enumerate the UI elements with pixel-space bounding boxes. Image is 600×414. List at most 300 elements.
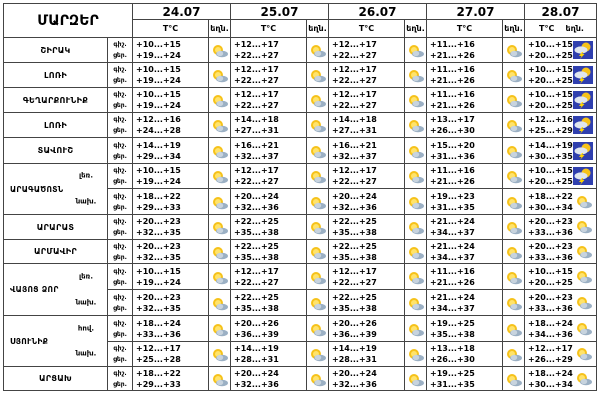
date-header: 24.07 <box>133 4 231 20</box>
sun-cloud-icon <box>309 145 327 159</box>
weather-cell <box>307 240 329 264</box>
weather-cell <box>307 189 329 215</box>
day-temperature: +35...+38 <box>234 252 279 262</box>
sun-cloud-icon <box>211 145 229 159</box>
sub-zone-label: նախ. <box>75 298 97 306</box>
weather-cell <box>503 164 525 189</box>
table-row <box>4 113 597 138</box>
day-temperature: +32...+35 <box>136 303 181 313</box>
weather-cell <box>307 88 329 113</box>
table-row <box>4 316 597 342</box>
temperature-cell <box>329 264 405 290</box>
weather-cell <box>405 240 427 264</box>
night-temperature: +10...+15 <box>136 166 181 175</box>
day-temperature: +31...+36 <box>430 151 475 161</box>
day-temperature: +25...+28 <box>136 355 181 364</box>
temperature-cell <box>329 316 405 342</box>
day-label: ցեր. <box>113 253 127 261</box>
night-temperature: +10...+15 <box>528 65 573 74</box>
night-label: գիշ. <box>113 267 127 275</box>
temperature-cell <box>525 264 597 290</box>
weather-cell <box>405 113 427 138</box>
temperature-cell <box>133 189 209 215</box>
temperature-cell <box>525 240 597 264</box>
temperature-cell <box>427 240 503 264</box>
weather-cell <box>209 63 231 88</box>
temperature-cell <box>329 138 405 164</box>
sun-cloud-icon <box>407 271 425 285</box>
weather-header: եղն. <box>209 20 231 38</box>
region-name: ՎԱՅՈՑ ՁՈՐ <box>4 264 108 316</box>
temperature-cell <box>329 240 405 264</box>
day-temperature: +30...+34 <box>528 379 573 389</box>
day-temperature: +28...+31 <box>234 355 279 364</box>
sun-cloud-icon <box>407 246 425 260</box>
table-row <box>4 367 597 391</box>
temperature-cell <box>231 38 307 63</box>
weather-cell <box>503 88 525 113</box>
day-temperature: +26...+30 <box>430 126 475 135</box>
temperature-cell <box>427 215 503 240</box>
temperature-cell <box>427 88 503 113</box>
weather-cell <box>307 138 329 164</box>
day-temperature: +33...+36 <box>528 252 573 262</box>
night-temperature: +12...+17 <box>332 65 377 74</box>
thunderstorm-icon <box>573 167 593 185</box>
weather-cell <box>209 88 231 113</box>
day-temperature: +21...+26 <box>430 76 475 85</box>
night-temperature: +14...+18 <box>234 115 279 124</box>
night-temperature: +21...+24 <box>430 241 475 251</box>
sun-cloud-icon <box>211 348 229 362</box>
sun-cloud-icon <box>407 323 425 337</box>
weather-header-label: եղն. <box>565 24 584 33</box>
temperature-cell <box>329 88 405 113</box>
night-label: գիշ. <box>113 242 127 250</box>
date-header: 28.07 <box>525 4 597 20</box>
night-temperature: +22...+25 <box>332 241 377 251</box>
night-label: գիշ. <box>113 116 127 123</box>
temperature-cell <box>133 138 209 164</box>
weather-cell <box>209 113 231 138</box>
weather-cell <box>307 367 329 391</box>
temperature-cell <box>231 138 307 164</box>
temperature-header-label: T°C <box>539 24 555 33</box>
day-temperature: +21...+26 <box>430 51 475 60</box>
temperature-header: T°C <box>133 20 209 38</box>
region-name: ԼՈՌԻ <box>4 63 108 88</box>
day-temperature: +26...+29 <box>528 355 573 364</box>
day-temperature: +36...+39 <box>332 329 377 339</box>
temperature-cell <box>427 63 503 88</box>
sun-cloud-icon <box>211 94 229 108</box>
sun-cloud-icon <box>505 221 523 235</box>
sun-cloud-icon <box>211 323 229 337</box>
weather-header: եղն. <box>405 20 427 38</box>
sun-cloud-icon <box>505 196 523 210</box>
night-temperature: +12...+17 <box>234 266 279 276</box>
period-labels <box>108 88 133 113</box>
temperature-cell <box>133 113 209 138</box>
regions-header: ՄԱՐԶԵՐ <box>4 4 133 38</box>
weather-cell <box>209 215 231 240</box>
region-name: ԱՐԱՐԱՏ <box>4 215 108 240</box>
weather-cell <box>209 38 231 63</box>
night-label: գիշ. <box>113 167 127 174</box>
night-temperature: +12...+17 <box>234 40 279 49</box>
period-labels <box>75 290 133 316</box>
temperature-cell <box>231 290 307 316</box>
sun-cloud-icon <box>309 271 327 285</box>
temperature-cell <box>329 189 405 215</box>
weather-cell <box>209 342 231 367</box>
weather-cell <box>503 290 525 316</box>
night-label: գիշ. <box>113 345 127 352</box>
weather-cell <box>503 264 525 290</box>
sun-cloud-icon <box>211 246 229 260</box>
day-temperature: +20...+25 <box>528 277 573 287</box>
day-temperature: +20...+25 <box>528 76 573 85</box>
night-temperature: +12...+17 <box>528 344 573 353</box>
day-label: ցեր. <box>113 178 127 185</box>
temperature-cell <box>427 264 503 290</box>
day-temperature: +34...+36 <box>528 329 573 339</box>
temperature-cell <box>133 63 209 88</box>
sun-cloud-icon <box>211 297 229 311</box>
night-label: գիշ. <box>113 293 127 301</box>
sun-cloud-icon <box>505 323 523 337</box>
sun-cloud-icon <box>309 348 327 362</box>
day-label: ցեր. <box>113 304 127 312</box>
temperature-cell <box>525 342 597 367</box>
temperature-cell <box>525 316 597 342</box>
temperature-cell <box>427 38 503 63</box>
weather-cell <box>503 189 525 215</box>
weather-cell <box>209 367 231 391</box>
sun-cloud-icon <box>407 145 425 159</box>
night-temperature: +22...+25 <box>332 292 377 302</box>
night-label: գիշ. <box>113 319 127 327</box>
night-temperature: +22...+25 <box>234 292 279 302</box>
weather-cell <box>503 113 525 138</box>
weather-cell <box>405 63 427 88</box>
night-temperature: +20...+23 <box>136 241 181 251</box>
night-temperature: +16...+21 <box>234 140 279 150</box>
night-temperature: +19...+23 <box>430 191 475 201</box>
night-temperature: +11...+16 <box>430 65 475 74</box>
sub-zone-label: նախ. <box>75 197 97 205</box>
sun-cloud-icon <box>309 94 327 108</box>
table-row <box>4 138 597 164</box>
night-temperature: +20...+23 <box>528 217 573 226</box>
day-temperature: +34...+37 <box>430 252 475 262</box>
day-temperature: +28...+31 <box>332 355 377 364</box>
sun-cloud-icon <box>407 44 425 58</box>
sun-cloud-icon <box>575 372 593 386</box>
weather-header: եղն. <box>503 20 525 38</box>
temperature-cell <box>231 264 307 290</box>
weather-cell <box>307 63 329 88</box>
day-label: ցեր. <box>113 229 127 236</box>
sun-cloud-icon <box>407 297 425 311</box>
sun-cloud-icon <box>575 322 593 336</box>
night-temperature: +20...+26 <box>234 318 279 328</box>
sun-cloud-icon <box>505 373 523 387</box>
night-temperature: +14...+19 <box>332 344 377 353</box>
day-temperature: +30...+35 <box>528 151 573 161</box>
night-temperature: +12...+17 <box>234 166 279 175</box>
day-temperature: +21...+26 <box>430 277 475 287</box>
day-temperature: +33...+36 <box>136 329 181 339</box>
night-temperature: +14...+19 <box>136 140 181 150</box>
period-labels <box>108 113 133 138</box>
sun-cloud-icon <box>309 119 327 133</box>
temperature-cell <box>231 240 307 264</box>
sun-cloud-icon <box>309 297 327 311</box>
temperature-cell <box>231 215 307 240</box>
day-temperature: +32...+36 <box>332 202 377 212</box>
thunderstorm-icon <box>573 142 593 160</box>
weather-cell <box>503 342 525 367</box>
day-temperature: +22...+27 <box>234 101 279 110</box>
day-temperature: +35...+38 <box>234 303 279 313</box>
weather-cell <box>209 164 231 189</box>
night-temperature: +11...+16 <box>430 40 475 49</box>
table-row <box>4 264 597 290</box>
sun-cloud-icon <box>211 119 229 133</box>
night-temperature: +12...+16 <box>136 115 181 124</box>
weather-cell <box>405 215 427 240</box>
temperature-cell <box>329 367 405 391</box>
night-temperature: +18...+24 <box>528 368 573 378</box>
forecast-table <box>3 3 597 391</box>
weather-cell <box>209 138 231 164</box>
temperature-cell <box>525 189 597 215</box>
region-name: ՍՅՈՒՆԻՔ <box>4 316 108 367</box>
period-labels <box>75 342 133 367</box>
table-header <box>4 4 597 38</box>
night-label: գիշ. <box>113 141 127 149</box>
day-temperature: +22...+27 <box>234 177 279 186</box>
temperature-cell <box>133 367 209 391</box>
day-temperature: +32...+36 <box>332 379 377 389</box>
temperature-cell <box>231 63 307 88</box>
night-temperature: +20...+24 <box>332 368 377 378</box>
day-temperature: +19...+24 <box>136 177 181 186</box>
temperature-cell <box>427 113 503 138</box>
thunderstorm-icon <box>573 41 593 59</box>
day-temperature: +19...+24 <box>136 76 181 85</box>
weather-cell <box>503 367 525 391</box>
period-labels <box>108 367 133 391</box>
weather-cell <box>503 240 525 264</box>
day-temperature: +32...+36 <box>234 202 279 212</box>
night-temperature: +20...+26 <box>332 318 377 328</box>
weather-cell <box>307 164 329 189</box>
sun-cloud-icon <box>309 246 327 260</box>
temperature-header: T°C <box>427 20 503 38</box>
sun-cloud-icon <box>407 94 425 108</box>
sun-cloud-icon <box>575 195 593 209</box>
day-temperature: +19...+24 <box>136 101 181 110</box>
night-temperature: +11...+16 <box>430 90 475 99</box>
day-label: ցեր. <box>113 127 127 134</box>
sun-cloud-icon <box>211 196 229 210</box>
sun-cloud-icon <box>407 348 425 362</box>
sun-cloud-icon <box>575 220 593 234</box>
night-temperature: +10...+15 <box>528 266 573 276</box>
period-labels <box>77 316 133 342</box>
sun-cloud-icon <box>211 271 229 285</box>
day-temperature: +32...+35 <box>136 252 181 262</box>
temperature-cell <box>525 164 597 189</box>
weather-cell <box>209 290 231 316</box>
night-temperature: +13...+17 <box>430 115 475 124</box>
temperature-cell <box>133 264 209 290</box>
temperature-cell <box>427 189 503 215</box>
temperature-header: T°C <box>329 20 405 38</box>
night-temperature: +18...+24 <box>136 318 181 328</box>
night-temperature: +20...+23 <box>528 292 573 302</box>
sun-cloud-icon <box>211 170 229 184</box>
weather-cell <box>405 38 427 63</box>
temperature-cell <box>427 138 503 164</box>
night-temperature: +21...+24 <box>430 217 475 226</box>
day-temperature: +34...+37 <box>430 228 475 237</box>
day-temperature: +19...+24 <box>136 277 181 287</box>
night-temperature: +18...+22 <box>136 368 181 378</box>
sun-cloud-icon <box>505 69 523 83</box>
sun-cloud-icon <box>575 296 593 310</box>
temperature-cell <box>525 138 597 164</box>
night-label: գիշ. <box>113 192 127 200</box>
sub-zone-label: նախ. <box>75 349 97 358</box>
day-temperature: +20...+25 <box>528 177 573 186</box>
weather-cell <box>503 138 525 164</box>
sun-cloud-icon <box>575 270 593 284</box>
sun-cloud-icon <box>309 170 327 184</box>
temperature-cell <box>133 240 209 264</box>
day-temperature: +35...+38 <box>332 303 377 313</box>
temperature-cell <box>231 316 307 342</box>
temperature-cell <box>525 113 597 138</box>
day-temperature: +22...+27 <box>332 177 377 186</box>
day-temperature: +32...+37 <box>234 151 279 161</box>
date-header: 26.07 <box>329 4 427 20</box>
weather-cell <box>307 215 329 240</box>
day-temperature: +22...+27 <box>332 76 377 85</box>
weather-cell <box>307 38 329 63</box>
weather-cell <box>405 290 427 316</box>
temperature-cell <box>133 316 209 342</box>
day-temperature: +32...+37 <box>332 151 377 161</box>
weather-cell <box>503 316 525 342</box>
period-labels <box>79 164 133 189</box>
day-temperature: +20...+25 <box>528 51 573 60</box>
day-temperature: +35...+38 <box>332 252 377 262</box>
night-temperature: +22...+25 <box>234 241 279 251</box>
day-label: ցեր. <box>113 278 127 286</box>
date-header: 27.07 <box>427 4 525 20</box>
night-temperature: +16...+21 <box>332 140 377 150</box>
night-temperature: +10...+15 <box>136 90 181 99</box>
night-temperature: +20...+24 <box>332 191 377 201</box>
temperature-cell <box>427 367 503 391</box>
night-temperature: +10...+15 <box>528 90 573 99</box>
temperature-cell <box>231 189 307 215</box>
period-labels <box>108 215 133 240</box>
night-temperature: +10...+15 <box>136 266 181 276</box>
night-temperature: +18...+24 <box>528 318 573 328</box>
temperature-cell <box>231 164 307 189</box>
night-temperature: +14...+19 <box>234 344 279 353</box>
night-temperature: +10...+15 <box>528 166 573 175</box>
temperature-cell <box>133 215 209 240</box>
day-label: ցեր. <box>113 356 127 363</box>
weather-cell <box>405 264 427 290</box>
sub-zone-label: լեռ. <box>79 272 93 280</box>
table-row <box>4 240 597 264</box>
night-temperature: +12...+17 <box>332 90 377 99</box>
day-temperature: +31...+35 <box>430 379 475 389</box>
table-row <box>4 164 597 189</box>
sun-cloud-icon <box>575 245 593 259</box>
region-name: ԱՐՄԱՎԻՐ <box>4 240 108 264</box>
weather-cell <box>209 316 231 342</box>
night-temperature: +12...+17 <box>234 65 279 74</box>
day-label: ցեր. <box>113 77 127 84</box>
sun-cloud-icon <box>407 119 425 133</box>
day-label: ցեր. <box>113 203 127 211</box>
temperature-cell <box>231 88 307 113</box>
temperature-header: T°C <box>231 20 307 38</box>
night-temperature: +11...+16 <box>430 166 475 175</box>
day-temperature: +35...+38 <box>332 228 377 237</box>
sun-cloud-icon <box>407 170 425 184</box>
sun-cloud-icon <box>407 196 425 210</box>
thunderstorm-icon <box>573 66 593 84</box>
day-temperature: +22...+27 <box>332 277 377 287</box>
day-temperature: +19...+24 <box>136 51 181 60</box>
sun-cloud-icon <box>505 297 523 311</box>
night-temperature: +20...+24 <box>234 191 279 201</box>
temperature-cell <box>133 38 209 63</box>
day-temperature: +22...+27 <box>234 277 279 287</box>
night-label: գիշ. <box>113 218 127 225</box>
period-labels <box>108 240 133 264</box>
forecast-page <box>3 3 596 391</box>
date-header: 25.07 <box>231 4 329 20</box>
temperature-cell <box>329 215 405 240</box>
day-temperature: +29...+33 <box>136 202 181 212</box>
sun-cloud-icon <box>505 119 523 133</box>
weather-cell <box>405 138 427 164</box>
weather-cell <box>405 316 427 342</box>
sun-cloud-icon <box>505 271 523 285</box>
sun-cloud-icon <box>211 373 229 387</box>
weather-cell <box>209 189 231 215</box>
sun-cloud-icon <box>211 221 229 235</box>
day-temperature: +29...+33 <box>136 379 181 389</box>
sun-cloud-icon <box>505 246 523 260</box>
day-temperature: +35...+38 <box>234 228 279 237</box>
sun-cloud-icon <box>505 94 523 108</box>
period-labels <box>75 189 133 215</box>
sun-cloud-icon <box>407 69 425 83</box>
temperature-cell <box>133 88 209 113</box>
sun-cloud-icon <box>505 348 523 362</box>
sun-cloud-icon <box>309 44 327 58</box>
